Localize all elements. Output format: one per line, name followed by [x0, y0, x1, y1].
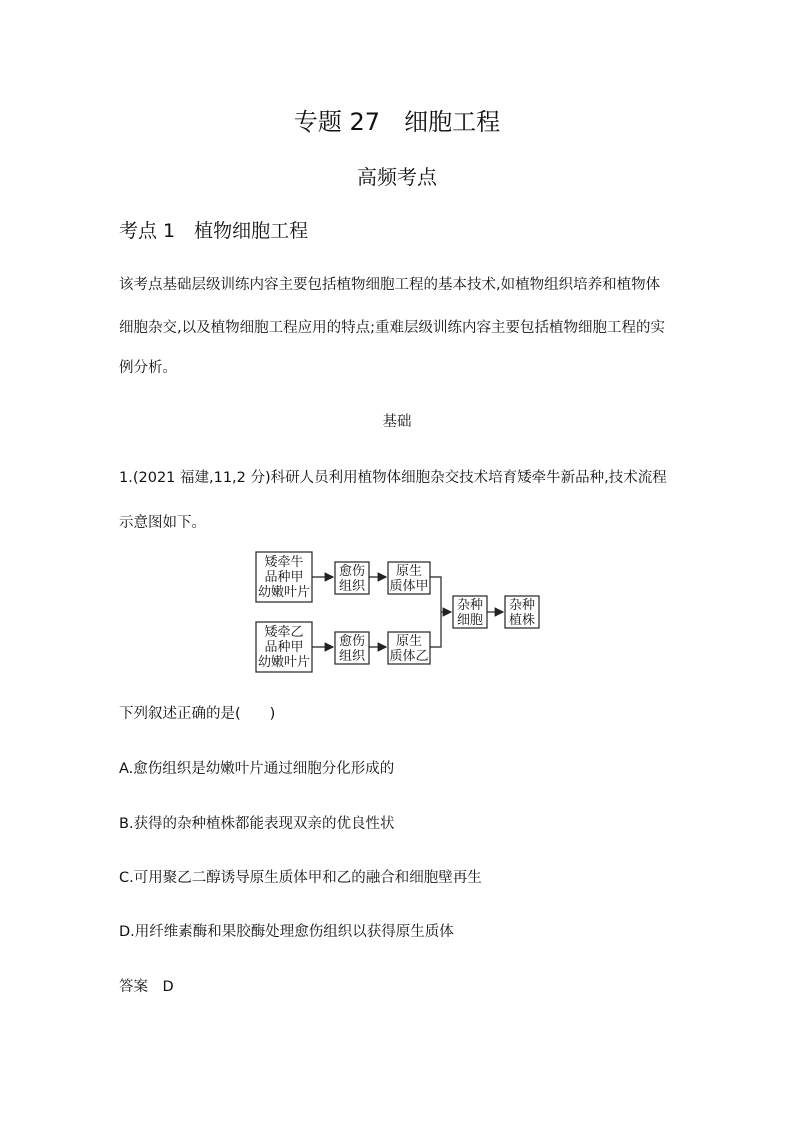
source-b-line-3: 幼嫩叶片	[257, 655, 311, 670]
option-d: D.用纤维素酶和果胶酶处理愈伤组织以获得原生质体	[119, 924, 454, 940]
source-b-line-1: 矮牵乙	[264, 625, 304, 640]
section-subtitle: 高频考点	[357, 165, 437, 189]
source-a-line-3: 幼嫩叶片	[257, 585, 311, 600]
question-stem-line-2: 示意图如下。	[119, 515, 206, 531]
hybrid-cell-box	[453, 596, 487, 628]
protoplast-a-line-1: 原生	[395, 564, 423, 579]
option-c: C.可用聚乙二醇诱导原生质体甲和乙的融合和细胞壁再生	[119, 870, 482, 886]
hybrid-cell-line-1: 杂种	[456, 598, 484, 613]
protoplast-b-box	[388, 632, 430, 664]
source-b-box	[256, 622, 312, 672]
topic-heading: 考点 1 植物细胞工程	[119, 220, 309, 242]
intro-line-1: 该考点基础层级训练内容主要包括植物细胞工程的基本技术,如植物组织培养和植物体	[119, 277, 661, 293]
source-a-box	[256, 552, 312, 602]
hybrid-plant-line-2: 植株	[508, 613, 536, 628]
source-b-line-2: 品种甲	[264, 640, 304, 655]
intro-line-3: 例分析。	[119, 360, 177, 376]
hybrid-plant-line-1: 杂种	[508, 598, 536, 613]
question-prompt: 下列叙述正确的是( )	[119, 706, 276, 722]
callus-b-line-1: 愈伤	[338, 634, 366, 649]
protoplast-a-line-2: 质体甲	[389, 579, 429, 594]
merge-bracket	[430, 577, 441, 647]
hybrid-plant-box	[505, 596, 539, 628]
protoplast-b-line-1: 原生	[395, 634, 423, 649]
option-a: A.愈伤组织是幼嫩叶片通过细胞分化形成的	[119, 761, 395, 777]
callus-a-line-2: 组织	[338, 579, 366, 594]
level-label: 基础	[382, 414, 412, 430]
source-a-line-2: 品种甲	[264, 570, 304, 585]
protoplast-b-line-2: 质体乙	[389, 649, 429, 664]
hybrid-cell-line-2: 细胞	[456, 613, 484, 628]
answer-line: 答案 D	[119, 979, 174, 995]
protoplast-a-box	[388, 562, 430, 594]
question-stem-line-1: 1.(2021 福建,11,2 分)科研人员利用植物体细胞杂交技术培育矮牵牛新品种,技术流程	[119, 470, 667, 486]
callus-b-line-2: 组织	[338, 649, 366, 664]
page-title: 专题 27 细胞工程	[293, 108, 501, 136]
callus-a-line-1: 愈伤	[338, 564, 366, 579]
option-b: B.获得的杂种植株都能表现双亲的优良性状	[119, 816, 395, 832]
intro-line-2: 细胞杂交,以及植物细胞工程应用的特点;重难层级训练内容主要包括植物细胞工程的实	[119, 320, 665, 336]
source-a-line-1: 矮牵牛	[264, 555, 304, 570]
callus-b-box	[335, 632, 369, 664]
callus-a-box	[335, 562, 369, 594]
